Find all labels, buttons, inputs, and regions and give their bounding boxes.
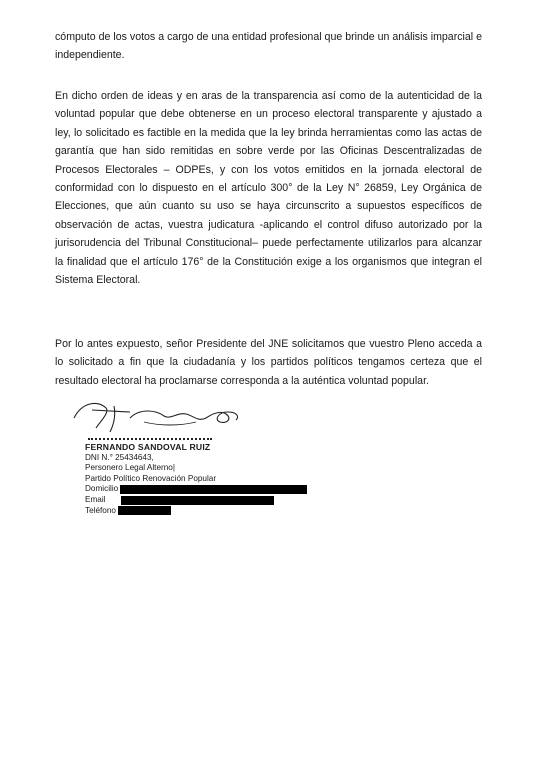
- signatory-role: Personero Legal Alterno|: [85, 463, 175, 473]
- signature-block: [85, 442, 307, 516]
- paragraph-3: Por lo antes expuesto, señor Presidente del JNE solicitamos que vuestro Pleno acceda a lo solicitado a fin que la ciudadanía y los partidos políticos tengamos certeza que el resultado electoral ha proclamarse corresponda a la auténtica voluntad popular.: [55, 338, 482, 387]
- email-redaction: [121, 496, 274, 505]
- handwritten-signature: [70, 392, 250, 440]
- domicilio-row: [85, 484, 307, 495]
- domicilio-label: Domicilio: [85, 484, 119, 494]
- email-label: Email: [85, 494, 106, 504]
- telefono-redaction: [118, 506, 171, 515]
- telefono-label: Teléfono: [85, 505, 116, 515]
- email-row: [85, 495, 307, 506]
- paragraph-2: En dicho orden de ideas y en aras de la transparencia así como de la autenticidad de la voluntad popular que debe obtenerse en un proceso electoral transparente y ajustado a ley, lo solicitado es factible en la medida que la ley brinda herramientas como las actas de garantía que han sido remitidas en sobre verde por las Oficinas Descentralizadas de Procesos Electorales – ODPEs, y con los votos emitidos en la jornada electoral de conformidad con lo dispuesto en el artículo 300° de la Ley N° 26859, Ley Orgánica de Elecciones, que aún cuanto su uso se haya circunscrito a supuestos específicos de observación de actas, vuestra judicatura -aplicando el control difuso autorizado por la jurisorudencia del Tribunal Constitucional– puede perfectamente utilizarlos para alcanzar la finalidad que el artículo 176° de la Constitución exige a los organismos que integran el Sistema Electoral.: [55, 90, 482, 287]
- telefono-row: [85, 506, 307, 517]
- signatory-dni: DNI N.° 25434643,: [85, 452, 154, 462]
- domicilio-redaction: [120, 485, 307, 494]
- signature-line: [88, 438, 212, 440]
- paragraph-1: cómputo de los votos a cargo de una entidad profesional que brinde un análisis imparcial e independiente.: [55, 31, 482, 62]
- signatory-party: Partido Político Renovación Popular: [85, 473, 217, 483]
- signatory-name: FERNANDO SANDOVAL RUIZ: [85, 442, 211, 452]
